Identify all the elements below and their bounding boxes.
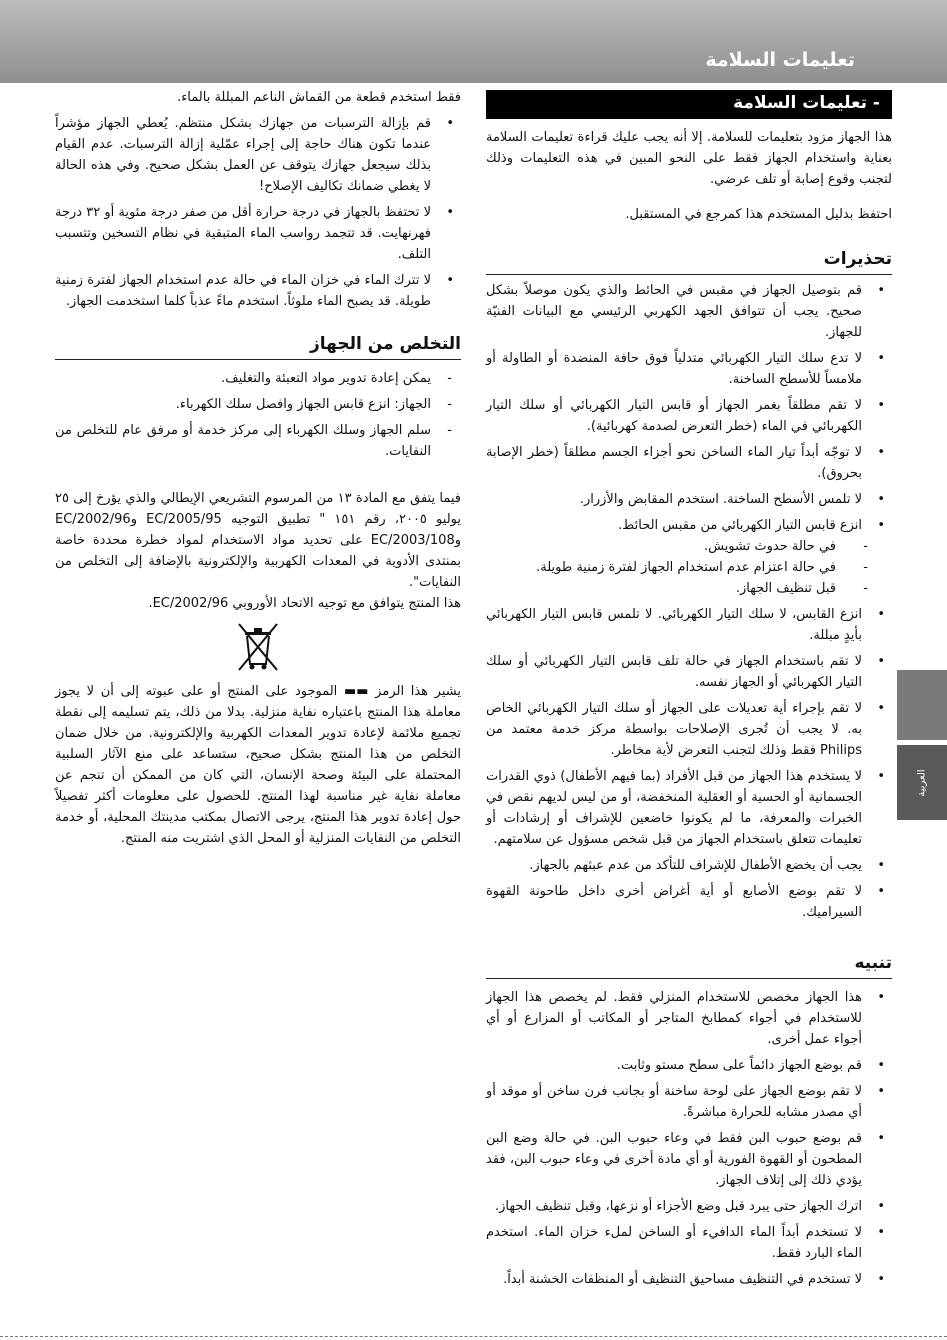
warnings-heading: تحذيرات [486,249,892,275]
language-tab-label: العربية [916,768,928,797]
maintenance-column [55,87,461,849]
warning-item: • انزع القابس، لا سلك التيار الكهربائي. لا تلمس قابس التيار الكهربائي بأيدٍ مبللة. [486,604,892,646]
legal-directive: هذا المنتج يتوافق مع توجيه الاتحاد الأوروبي 2002/96/EC. [148,596,461,611]
language-tab[interactable] [897,745,947,820]
safety-column [486,87,892,1290]
warning-subitem: - في حالة حدوث تشويش. [486,536,892,557]
bottom-rule [0,1336,947,1337]
legal-paragraph: فيما يتفق مع المادة ١٣ من المرسوم التشريعي الإيطالي والذي يؤرخ إلى ٢٥ يوليو ٢٠٠٥، رقم ١٥١ " تطبيق التوجيه 2005/95/EC و2002/96/EC و2003/108/EC على تحديد مواد الاستخدام لمواد خطرة محددة خاصة بمنتدى الأدوية في المعدات الكهربية والإلكترونية بالإضافة إلى التخلص من النفايات". [55,491,461,590]
warning-item: • انزع قابس التيار الكهربائي من مقبس الحائط. [486,515,892,536]
safety-intro: هذا الجهاز مزود بتعليمات للسلامة. إلا أنه يجب عليك قراءة تعليمات السلامة بعناية واستخدام الجهاز فقط على النحو المبين في هذه التعليمات وذلك لتجنب وقوع إصابة أو تلف عرضي. [486,130,892,187]
warning-item: • لا تقم بوضع الأصابع أو أية أغراض أخرى داخل طاحونة القهوة السيراميك. [486,881,892,923]
disposal-list [55,368,461,462]
warning-item: • لا تدع سلك التيار الكهربائي متدلياً فوق حافة المنضدة أو الطاولة أو ملامساً للأسطح الساخنة. [486,348,892,390]
page-header-title: تعليمات السلامة [705,49,855,71]
disposal-heading: التخلص من الجهاز [55,334,461,360]
warning-subitem: - في حالة اعتزام عدم استخدام الجهاز لفترة زمنية طويلة. [486,557,892,578]
warning-item: • يجب أن يخضع الأطفال للإشراف للتأكد من عدم عبثهم بالجهاز. [486,855,892,876]
warning-subitem: - قبل تنظيف الجهاز. [486,578,892,599]
disposal-item: - سلم الجهاز وسلك الكهرباء إلى مركز خدمة أو مرفق عام للتخلص من النفايات. [55,420,461,462]
weee-symbol-text: يشير هذا الرمز ▬▬ الموجود على المنتج أو على عبوته إلى أن لا يجوز معاملة هذا المنتج باعتباره نفاية منزلية. بدلا من ذلك، يتم تسليمه إلى نقطة تجميع ملائمة لإعادة تدوير المعدات الكهربية والإلكترونية. من خلال ضمان التخلص من هذا المنتج بشكل صحيح، ستساعد على منع الآثار السلبية المحتملة على البيئة وصحة الإنسان، التي كان من الممكن أن تنجم عن معاملة نفاية غير مناسبة لهذا المنتج. للحصول على معلومات أكثر تفصيلاً حول إعادة تدوير هذا المنتج، يرجى الاتصال بمكتب مدينتك المحلية، أو خدمة التخلص من النفايات المنزلية أو المحل الذي اشتريت منه المنتج. [55,684,461,846]
disposal-item: - الجهاز: انزع قابس الجهاز وافصل سلك الكهرباء. [55,394,461,415]
disposal-item: - يمكن إعادة تدوير مواد التعبئة والتغليف. [55,368,461,389]
warning-item: • قم بتوصيل الجهاز في مقبس في الحائط والذي يكون موصلاً بشكل صحيح. يجب أن تتوافق الجهد الكهربي الرئيسي مع البيانات الفنيّة للجهاز. [486,280,892,343]
side-tab-marker [897,670,947,740]
caution-item: • قم بوضع حبوب البن فقط في وعاء حبوب البن. في حالة وضع البن المطحون أو القهوة الفورية أو أي مادة أخرى في وعاء حبوب البن، فقد يؤدي ذلك إلى إتلاف الجهاز. [486,1128,892,1191]
keep-manual-note: احتفظ بدليل المستخدم هذا كمرجع في المستقبل. [625,207,892,222]
page-header [0,0,947,83]
crossed-bin-icon [55,620,461,679]
warning-item: • لا تقم باستخدام الجهاز في حالة تلف قابس التيار الكهربائي أو سلك التيار الكهربائي أو الجهاز نفسه. [486,651,892,693]
warning-item: • لا توجّه أبداً تيار الماء الساخن نحو أجزاء الجسم مطلقاً (خطر الإصابة بحروق). [486,442,892,484]
maintenance-item: • لا تترك الماء في خزان الماء في حالة عدم استخدام الجهاز لفترة زمنية طويلة. قد يصبح الماء ملوثاً. استخدم ماءً عذباً كلما استخدمت الجهاز. [55,270,461,312]
caution-item: • قم بوضع الجهاز دائماً على سطح مستو وثابت. [486,1055,892,1076]
caution-item: • هذا الجهاز مخصص للاستخدام المنزلي فقط. لم يخصص هذا الجهاز للاستخدام في أجواء كمطابخ المتاجر أو المكاتب أو المزارع أو أي أجواء عمل أخرى. [486,987,892,1050]
safety-section-title: - تعليمات السلامة [486,90,892,119]
warnings-list [486,280,892,923]
warning-item: • لا تقم مطلقاً بغمر الجهاز أو قابس التيار الكهربائي أو سلك التيار الكهربائي في الماء (خطر التعرض لصدمة كهربائية). [486,395,892,437]
warning-item: • لا تلمس الأسطح الساخنة. استخدم المقابض والأزرار. [486,489,892,510]
warning-item: • لا يستخدم هذا الجهاز من قبل الأفراد (بما فيهم الأطفال) ذوي القدرات الجسمانية أو الحسية أو العقلية المنخفضة، أو من ليس لديهم نقص في الخبرات والمعرفة، ما لم يكونوا خاضعين للإشراف أو إرشادات أو تعليمات تتعلق باستخدام الجهاز من قبل شخص مسؤول عن سلامتهم. [486,766,892,850]
caution-list [486,987,892,1290]
caution-item: • لا تقم بوضع الجهاز على لوحة ساخنة أو بجانب فرن ساخن أو موقد أو أي مصدر مشابه للحرارة مباشرةً. [486,1081,892,1123]
caution-heading: تنبيه [486,953,892,979]
maintenance-item: • قم بإزالة الترسبات من جهازك بشكل منتظم. يُعطي الجهاز مؤشراً عندما تكون هناك حاجة إلى إجراء عمّلية إزالة الترسبات. عدم القيام بذلك سيجعل جهازك يتوقف عن العمل بشكل صحيح. وفي هذه الحالة لا يغطي ضمانك تكاليف الإصلاح! [55,113,461,197]
caution-item: • لا تستخدم أبداً الماء الدافيء أو الساخن لملء خزان الماء. استخدم الماء البارد فقط. [486,1222,892,1264]
caution-item: • لا تستخدم في التنظيف مساحيق التنظيف أو المنظفات الخشنة أبداً. [486,1269,892,1290]
warning-item: • لا تقم بإجراء أية تعديلات على الجهاز أو سلك التيار الكهربائي الخاص به. لا يجب أن تُجرى الإصلاحات بواسطة مركز خدمة معتمد من Philips فقط وذلك لتجنب التعرض لأية مخاطر. [486,698,892,761]
maintenance-list [55,113,461,312]
cleaning-note: فقط استخدم قطعة من القماش الناعم المبللة بالماء. [177,90,461,105]
maintenance-item: • لا تحتفظ بالجهاز في درجة حرارة أقل من صفر درجة مئوية أو ٣٢ درجة فهرنهايت. قد تتجمد رواسب الماء المتبقية في نظام التسخين وتتسبب التلف. [55,202,461,265]
caution-item: • اترك الجهاز حتى يبرد قبل وضع الأجزاء أو نزعها، وقبل تنظيف الجهاز. [486,1196,892,1217]
